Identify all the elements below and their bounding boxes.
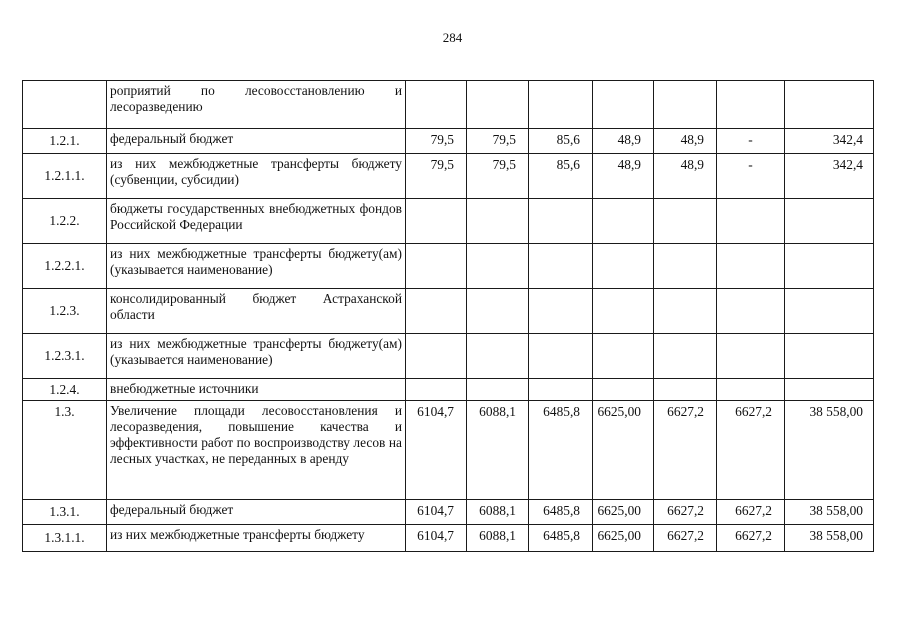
value-cell bbox=[467, 379, 529, 401]
value-cell bbox=[406, 379, 467, 401]
value-cell bbox=[406, 334, 467, 379]
row-code: 1.2.1.1. bbox=[23, 154, 107, 199]
row-code: 1.3. bbox=[23, 401, 107, 500]
value-cell bbox=[406, 81, 467, 129]
table-row bbox=[23, 525, 874, 552]
value-cell bbox=[406, 199, 467, 244]
value-cell bbox=[467, 199, 529, 244]
row-name: федеральный бюджет bbox=[107, 500, 406, 525]
total-cell bbox=[785, 199, 874, 244]
value-cell bbox=[467, 244, 529, 289]
value-cell: 6485,8 bbox=[529, 401, 593, 500]
value-cell bbox=[717, 244, 785, 289]
value-cell bbox=[529, 81, 593, 129]
value-cell bbox=[593, 334, 654, 379]
total-cell bbox=[785, 244, 874, 289]
table-row bbox=[23, 154, 874, 199]
value-cell bbox=[467, 289, 529, 334]
value-cell: 6088,1 bbox=[467, 525, 529, 552]
table-row bbox=[23, 81, 874, 129]
row-code bbox=[23, 81, 107, 129]
value-cell bbox=[654, 289, 717, 334]
value-cell: - bbox=[717, 129, 785, 154]
value-cell bbox=[717, 334, 785, 379]
row-code: 1.2.3.1. bbox=[23, 334, 107, 379]
row-name: Увеличение площади лесовосстановления и лесоразведения, повышение качества и эффективности работ по воспроизводству лесов на лесных участках, не переданных в аренду bbox=[107, 401, 406, 500]
value-cell bbox=[529, 289, 593, 334]
value-cell bbox=[717, 81, 785, 129]
table-row bbox=[23, 401, 874, 500]
row-name: роприятий по лесовосстановлению и лесоразведению bbox=[107, 81, 406, 129]
value-cell bbox=[654, 244, 717, 289]
value-cell bbox=[593, 199, 654, 244]
value-cell: - bbox=[717, 154, 785, 199]
value-cell: 6485,8 bbox=[529, 525, 593, 552]
row-code: 1.2.3. bbox=[23, 289, 107, 334]
total-cell: 38 558,00 bbox=[785, 401, 874, 500]
value-cell: 6625,00 bbox=[593, 525, 654, 552]
value-cell bbox=[593, 289, 654, 334]
table-row bbox=[23, 289, 874, 334]
value-cell: 6104,7 bbox=[406, 401, 467, 500]
table-row bbox=[23, 379, 874, 401]
table-row bbox=[23, 129, 874, 154]
row-code: 1.3.1. bbox=[23, 500, 107, 525]
row-name: федеральный бюджет bbox=[107, 129, 406, 154]
value-cell: 6088,1 bbox=[467, 500, 529, 525]
value-cell: 6625,00 bbox=[593, 500, 654, 525]
value-cell: 48,9 bbox=[654, 154, 717, 199]
table-row bbox=[23, 244, 874, 289]
total-cell: 38 558,00 bbox=[785, 525, 874, 552]
value-cell: 6627,2 bbox=[654, 525, 717, 552]
value-cell bbox=[406, 289, 467, 334]
value-cell bbox=[654, 199, 717, 244]
row-name: консолидированный бюджет Астраханской области bbox=[107, 289, 406, 334]
value-cell bbox=[717, 289, 785, 334]
row-name: бюджеты государственных внебюджетных фондов Российской Федерации bbox=[107, 199, 406, 244]
row-name: из них межбюджетные трансферты бюджету(ам) (указывается наименование) bbox=[107, 334, 406, 379]
value-cell bbox=[654, 334, 717, 379]
value-cell bbox=[654, 379, 717, 401]
total-cell bbox=[785, 289, 874, 334]
row-code: 1.2.2.1. bbox=[23, 244, 107, 289]
value-cell: 6625,00 bbox=[593, 401, 654, 500]
table-row bbox=[23, 334, 874, 379]
value-cell: 6627,2 bbox=[717, 525, 785, 552]
value-cell: 85,6 bbox=[529, 129, 593, 154]
value-cell: 6088,1 bbox=[467, 401, 529, 500]
value-cell: 79,5 bbox=[406, 154, 467, 199]
table-row bbox=[23, 500, 874, 525]
value-cell bbox=[529, 379, 593, 401]
value-cell bbox=[593, 244, 654, 289]
budget-table bbox=[22, 80, 874, 552]
total-cell bbox=[785, 379, 874, 401]
value-cell bbox=[593, 81, 654, 129]
value-cell bbox=[529, 199, 593, 244]
total-cell: 342,4 bbox=[785, 154, 874, 199]
value-cell: 6627,2 bbox=[654, 401, 717, 500]
value-cell bbox=[717, 379, 785, 401]
value-cell: 79,5 bbox=[467, 154, 529, 199]
value-cell bbox=[654, 81, 717, 129]
table-row bbox=[23, 199, 874, 244]
row-code: 1.3.1.1. bbox=[23, 525, 107, 552]
row-code: 1.2.4. bbox=[23, 379, 107, 401]
value-cell bbox=[529, 244, 593, 289]
row-name: из них межбюджетные трансферты бюджету(ам) (указывается наименование) bbox=[107, 244, 406, 289]
value-cell: 6485,8 bbox=[529, 500, 593, 525]
row-name: внебюджетные источники bbox=[107, 379, 406, 401]
value-cell: 6627,2 bbox=[654, 500, 717, 525]
row-code: 1.2.1. bbox=[23, 129, 107, 154]
value-cell: 48,9 bbox=[593, 129, 654, 154]
total-cell: 38 558,00 bbox=[785, 500, 874, 525]
value-cell: 79,5 bbox=[467, 129, 529, 154]
value-cell: 6627,2 bbox=[717, 401, 785, 500]
value-cell: 48,9 bbox=[654, 129, 717, 154]
row-name: из них межбюджетные трансферты бюджету bbox=[107, 525, 406, 552]
value-cell bbox=[406, 244, 467, 289]
row-code: 1.2.2. bbox=[23, 199, 107, 244]
value-cell bbox=[717, 199, 785, 244]
value-cell bbox=[467, 81, 529, 129]
value-cell bbox=[529, 334, 593, 379]
row-name: из них межбюджетные трансферты бюджету (субвенции, субсидии) bbox=[107, 154, 406, 199]
value-cell: 6104,7 bbox=[406, 525, 467, 552]
value-cell: 6104,7 bbox=[406, 500, 467, 525]
value-cell bbox=[593, 379, 654, 401]
value-cell: 48,9 bbox=[593, 154, 654, 199]
value-cell: 85,6 bbox=[529, 154, 593, 199]
total-cell bbox=[785, 81, 874, 129]
value-cell: 79,5 bbox=[406, 129, 467, 154]
value-cell bbox=[467, 334, 529, 379]
value-cell: 6627,2 bbox=[717, 500, 785, 525]
total-cell: 342,4 bbox=[785, 129, 874, 154]
page-number: 284 bbox=[442, 30, 463, 45]
total-cell bbox=[785, 334, 874, 379]
